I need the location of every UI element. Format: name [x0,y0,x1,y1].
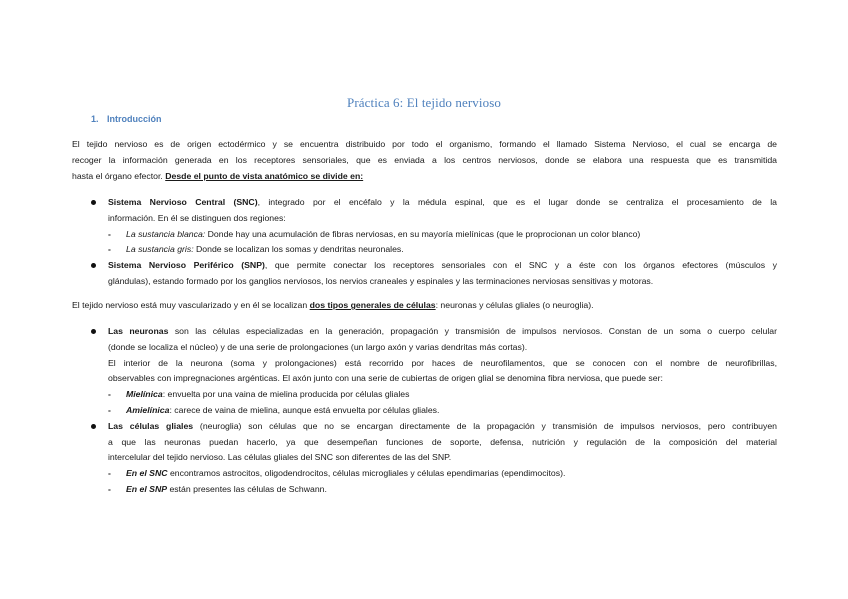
dash-icon: - [108,404,111,415]
snp-line [108,258,777,274]
neuronas-line: El interior de la neurona (soma y prolongaciones) está recorrido por haces de neurofilamentos, que se conocen con el nombre de neurofibrillas, [108,357,777,368]
neuronas-line: observables con impregnaciones argénticas. El axón junto con una serie de cubiertas de origen glial se denomina fibra nerviosa, que puede ser: [108,373,663,384]
dash-icon: - [108,483,111,494]
sub-item-glia-snp [91,482,777,498]
glia-snp-term: En el SNP [126,483,168,494]
snp-term: Sistema Nervioso Periférico (SNP) [108,260,265,271]
amielinica-term: Amielínica [126,404,170,415]
bullet-icon [91,200,96,205]
bullet-icon [91,329,96,334]
amielinica-text: : carece de vaina de mielina, aunque está envuelta por células gliales. [169,404,440,415]
vasc-text: : neuronas y células gliales (o neuroglia). [435,300,594,310]
list-item-gliales [91,419,777,466]
sub-item-mielinica [91,387,777,403]
glia-snp-text: están presentes las células de Schwann. [167,483,327,494]
intro-line [72,169,777,185]
snc-line [108,195,777,211]
snp-text: , que permite conectar los receptores sensoriales con el SNC y a éste con los órganos efectores (músculos y [264,260,777,271]
sub-item-amielinica [91,403,777,419]
blanca-text: Donde hay una acumulación de fibras nerviosas, en su mayoría mielínicas (que le proprocionan un color blanco) [205,228,641,239]
gliales-term: Las células gliales [108,420,194,431]
intro-emphasis: Desde el punto de vista anatómico se divide en: [165,170,364,181]
list-item-neuronas [91,324,777,387]
list-item-snc [91,195,777,227]
dash-icon: - [108,468,111,479]
snc-term: Sistema Nervioso Central (SNC) [108,197,258,207]
section-heading [91,114,162,124]
dash-icon: - [108,244,111,255]
snp-line: glándulas), estando formado por los ganglios nerviosos, los nervios craneales y espinales y las terminaciones nerviosas sensitivas y motoras. [108,275,654,286]
gliales-line: a que las neuronas puedan hacerlo, ya que desempeñan funciones de soporte, defensa, nutrición y regulación de la composición del material [108,436,777,447]
intro-paragraph [72,137,777,184]
snc-line: información. En él se distinguen dos regiones: [108,212,286,223]
vasc-text: El tejido nervioso está muy vascularizado y en él se localizan [72,300,310,310]
neuronas-line: (donde se localiza el núcleo) y de una serie de prolongaciones (un largo axón y varias dendritas más cortas). [108,341,528,352]
page-title: Práctica 6: El tejido nervioso [347,95,501,110]
neuronas-text: son las células especializadas en la generación, propagación y transmisión de impulsos nerviosos. Constan de un soma o cuerpo celular [168,326,777,336]
blanca-term: La sustancia blanca: [126,228,206,239]
cell-types-list [91,324,777,498]
gliales-text: (neuroglia) son células que no se encargan directamente de la propagación y transmisión de impulsos nerviosos, pero contribuyen [193,420,777,431]
dash-icon: - [108,389,111,400]
section-number: 1. [91,114,99,124]
vasc-emphasis: dos tipos generales de células [309,300,436,310]
nervous-system-list [91,195,777,290]
bullet-icon [91,424,96,429]
snc-text: , integrado por el encéfalo y la médula espinal, que es el lugar donde se centraliza el procesamiento de la [257,197,777,207]
sub-item-gris [91,242,777,258]
neuronas-line [108,324,777,340]
intro-text: hasta el órgano efector. [72,170,166,181]
mielinica-term: Mielínica [126,389,163,400]
list-item-snp [91,258,777,290]
vascular-paragraph [72,298,777,314]
gliales-line [108,419,777,435]
dash-icon: - [108,228,111,239]
gliales-line: intercelular del tejido nervioso. Las células gliales del SNC son diferentes de las del SNP. [108,452,452,463]
section-label: Introducción [107,114,162,124]
glia-snc-term: En el SNC [126,468,168,479]
gris-text: Donde se localizan los somas y dendritas neuronales. [193,244,404,255]
glia-snc-text: encontramos astrocitos, oligodendrocitos, células microgliales y células ependimarias (ependimocitos). [167,468,566,479]
sub-item-glia-snc [91,466,777,482]
mielinica-text: : envuelta por una vaina de mielina producida por células gliales [162,389,410,400]
gris-term: La sustancia gris: [126,244,194,255]
intro-line: recoger la información generada en los receptores sensoriales, que es enviada a los centros nerviosos, donde se elabora una respuesta que es transmitida [72,154,777,165]
bullet-icon [91,263,96,268]
neuronas-term: Las neuronas [108,326,169,336]
intro-line: El tejido nervioso es de origen ectodérmico y se encuentra distribuido por todo el organismo, formando el llamado Sistema Nervioso, el cual se encarga de [72,139,777,149]
sub-item-blanca [91,227,777,243]
